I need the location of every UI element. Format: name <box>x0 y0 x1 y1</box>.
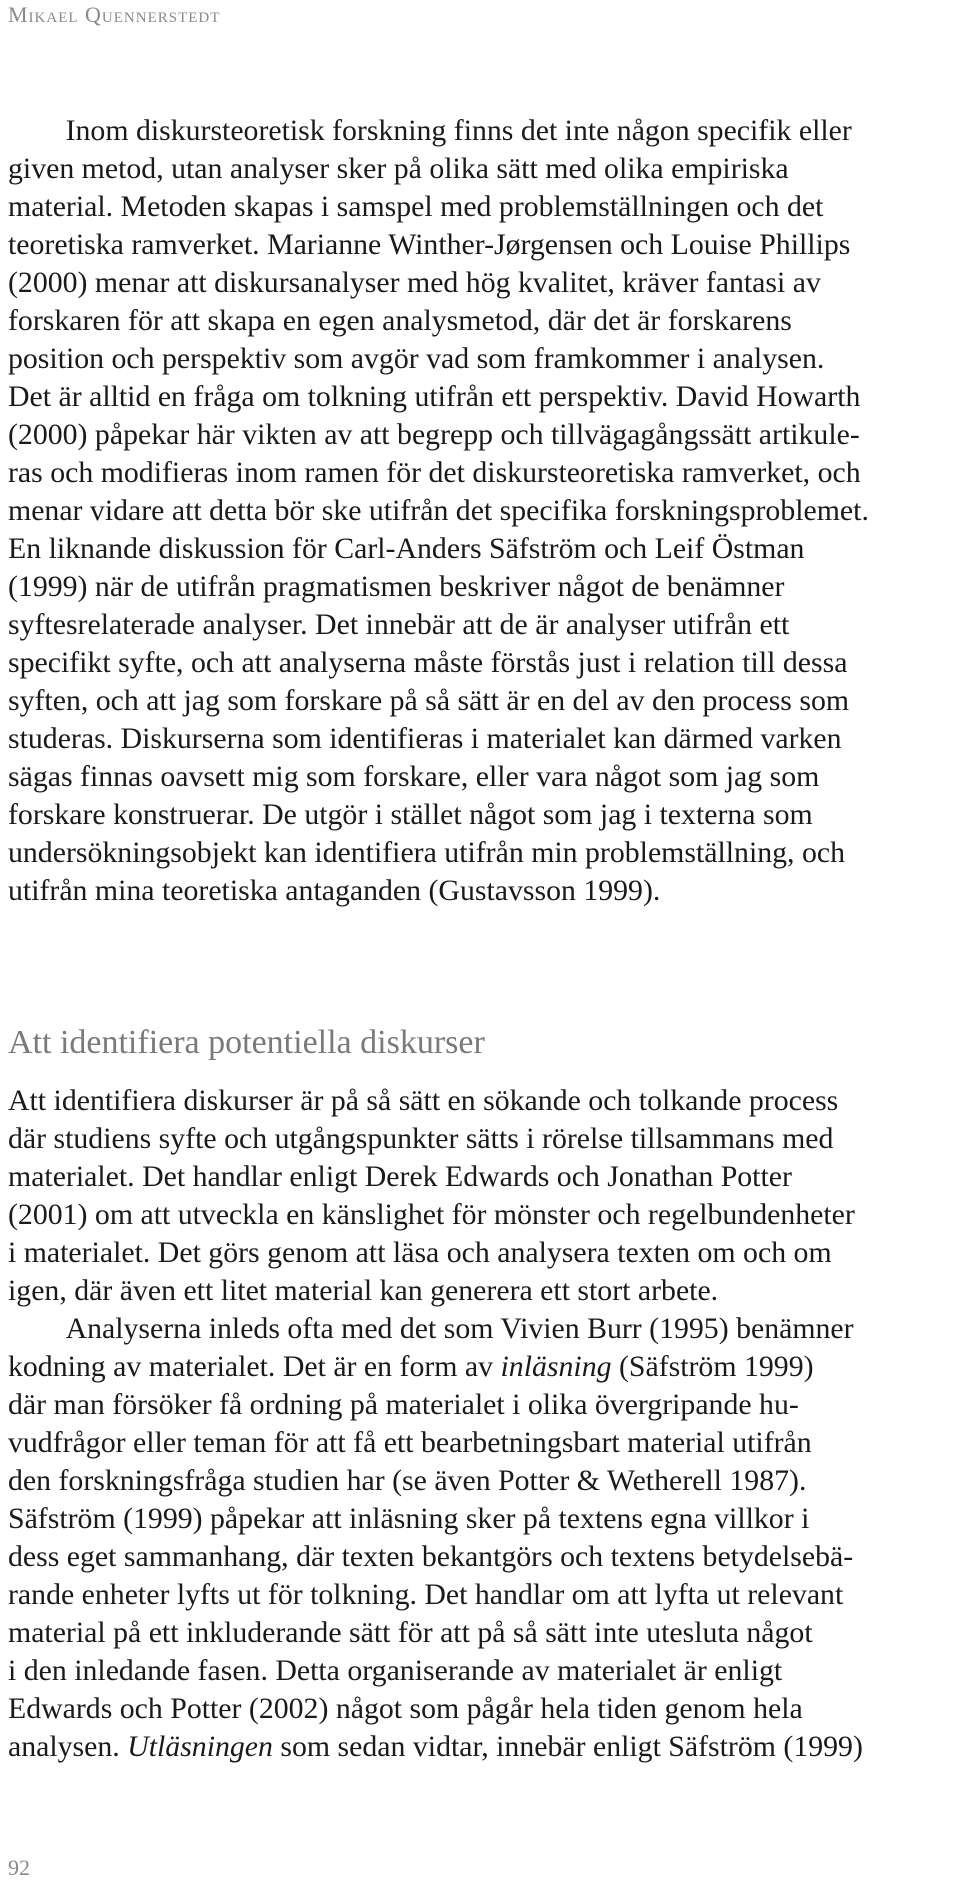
text-line: Analyserna inleds ofta med det som Vivien Burr (1995) benämner <box>65 1312 854 1345</box>
text-line: forskaren för att skapa en egen analysmetod, där det är forskarens <box>8 304 792 337</box>
text-span: som sedan vidtar, innebär enligt Säfström (1999) <box>272 1730 863 1763</box>
paragraph-3 <box>8 1310 958 1766</box>
text-line: (2000) påpekar här vikten av att begrepp och tillvägagångssätt artikule- <box>8 418 860 451</box>
text-line: undersökningsobjekt kan identifiera utifrån min problemställning, och <box>8 836 846 869</box>
text-line: där studiens syfte och utgångspunkter sätts i rörelse tillsammans med <box>8 1122 834 1155</box>
text-line: Edwards och Potter (2002) något som pågår hela tiden genom hela <box>8 1692 803 1725</box>
text-line: dess eget sammanhang, där texten bekantgörs och textens betydelsebä- <box>8 1540 854 1573</box>
text-line: sägas finnas oavsett mig som forskare, eller vara något som jag som <box>8 760 820 793</box>
paragraph-2 <box>8 1082 958 1310</box>
text-line <box>8 1348 952 1386</box>
paragraph-1 <box>8 112 958 910</box>
text-line: syftesrelaterade analyser. Det innebär att de är analyser utifrån ett <box>8 608 790 641</box>
running-head: Mikael Quennerstedt <box>8 2 221 27</box>
text-span: kodning av materialet. Det är en form av <box>8 1350 501 1383</box>
text-line: (2000) menar att diskursanalyser med hög kvalitet, kräver fantasi av <box>8 266 821 299</box>
text-line: Inom diskursteoretisk forskning finns det inte någon specifik eller <box>65 114 852 147</box>
text-line: teoretiska ramverket. Marianne Winther-Jørgensen och Louise Phillips <box>8 228 851 261</box>
text-line: forskare konstruerar. De utgör i stället något som jag i texterna som <box>8 798 813 831</box>
text-line: i den inledande fasen. Detta organiserande av materialet är enligt <box>8 1654 783 1687</box>
text-line: materialet. Det handlar enligt Derek Edwards och Jonathan Potter <box>8 1160 792 1193</box>
section-heading: Att identifiera potentiella diskurser <box>8 1024 485 1061</box>
text-span: analysen. <box>8 1730 128 1763</box>
page-number: 92 <box>8 1855 30 1880</box>
text-line: given metod, utan analyser sker på olika sätt med olika empiriska <box>8 152 789 185</box>
text-line: (1999) när de utifrån pragmatismen beskriver något de benämner <box>8 570 785 603</box>
text-line: Att identifiera diskurser är på så sätt en sökande och tolkande process <box>8 1084 839 1117</box>
text-line: Det är alltid en fråga om tolkning utifrån ett perspektiv. David Howarth <box>8 380 861 413</box>
text-line: ras och modifieras inom ramen för det diskursteoretiska ramverket, och <box>8 456 861 489</box>
text-line: En liknande diskussion för Carl-Anders Säfström och Leif Östman <box>8 532 805 565</box>
text-line: igen, där även ett litet material kan generera ett stort arbete. <box>8 1274 719 1307</box>
text-line: i materialet. Det görs genom att läsa och analysera texten om och om <box>8 1236 832 1269</box>
text-line: rande enheter lyfts ut för tolkning. Det handlar om att lyfta ut relevant <box>8 1578 844 1611</box>
italic-term: inläsning <box>500 1350 612 1383</box>
text-line: specifikt syfte, och att analyserna måste förstås just i relation till dessa <box>8 646 848 679</box>
text-line <box>8 1728 952 1766</box>
text-line: den forskningsfråga studien har (se även Potter & Wetherell 1987). <box>8 1464 807 1497</box>
text-line: där man försöker få ordning på materialet i olika övergripande hu- <box>8 1388 799 1421</box>
text-line: syften, och att jag som forskare på så sätt är en del av den process som <box>8 684 850 717</box>
text-line: menar vidare att detta bör ske utifrån det specifika forskningsproblemet. <box>8 494 869 527</box>
text-line: material på ett inkluderande sätt för att på så sätt inte utesluta något <box>8 1616 813 1649</box>
italic-term: Utläsningen <box>127 1730 273 1763</box>
text-line: vudfrågor eller teman för att få ett bearbetningsbart material utifrån <box>8 1426 812 1459</box>
text-line: studeras. Diskurserna som identifieras i materialet kan därmed varken <box>8 722 842 755</box>
text-line: utifrån mina teoretiska antaganden (Gustavsson 1999). <box>8 874 661 907</box>
text-line: (2001) om att utveckla en känslighet för mönster och regelbundenheter <box>8 1198 855 1231</box>
text-span: (Säfström 1999) <box>611 1350 814 1383</box>
text-line: material. Metoden skapas i samspel med problemställningen och det <box>8 190 824 223</box>
text-line: position och perspektiv som avgör vad som framkommer i analysen. <box>8 342 825 375</box>
text-line: Säfström (1999) påpekar att inläsning sker på textens egna villkor i <box>8 1502 810 1535</box>
